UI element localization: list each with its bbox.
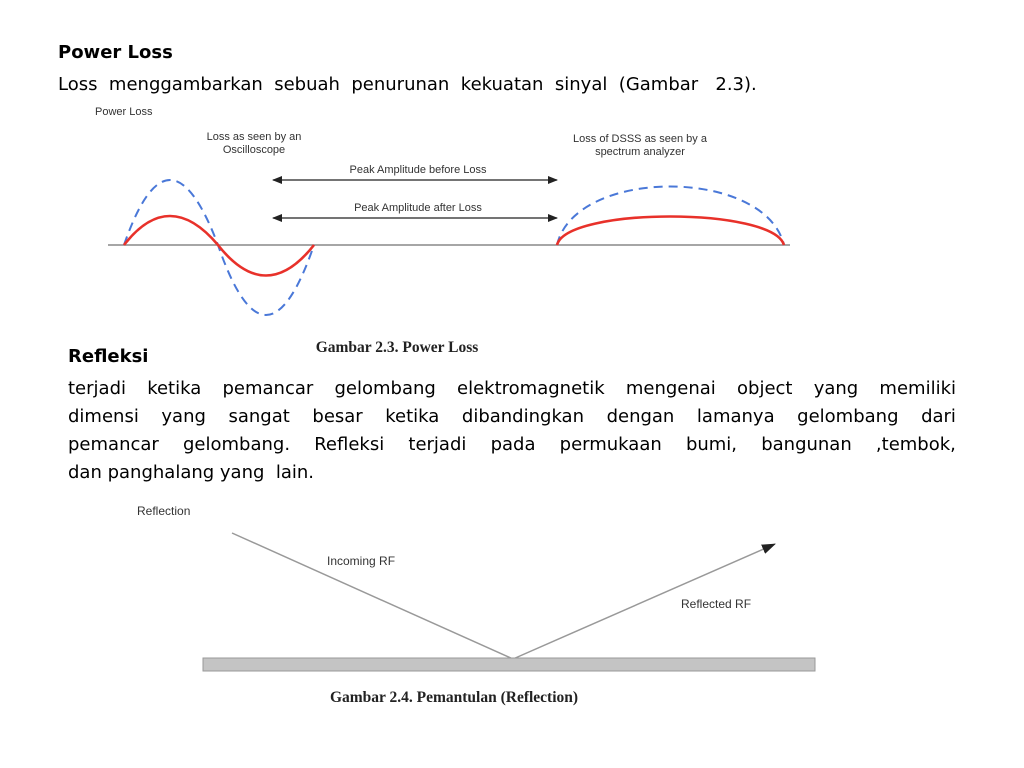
word: terjadi: [408, 434, 467, 455]
figure-corner-label: Power Loss: [95, 106, 153, 118]
word: dari: [921, 406, 956, 427]
word: permukaan: [559, 434, 662, 455]
word: gelombang: [334, 378, 436, 399]
reflected-rf-label: Reflected RF: [681, 597, 752, 611]
paragraph-line-4: dan panghalang yang lain.: [68, 462, 315, 483]
oscilloscope-label-line1: Loss as seen by an: [206, 131, 302, 143]
word: terjadi: [68, 378, 126, 399]
word: gelombang.: [182, 434, 291, 455]
word: Refleksi: [314, 434, 385, 455]
incoming-rf-label: Incoming RF: [327, 554, 396, 568]
word: mengenai: [625, 378, 716, 399]
power-loss-figure: [0, 0, 1024, 360]
word: dengan: [606, 406, 675, 427]
word: memiliki: [879, 378, 956, 399]
peak-before-label: Peak Amplitude before Loss: [349, 164, 487, 176]
word: ketika: [385, 406, 440, 427]
word: pada: [490, 434, 536, 455]
dsss-label-line2: spectrum analyzer: [595, 146, 685, 158]
figure-corner-label-reflection: Reflection: [137, 504, 191, 518]
section-heading-refleksi: Refleksi: [68, 346, 149, 367]
word: pemancar: [222, 378, 314, 399]
word: pemancar: [68, 434, 159, 455]
section-paragraph-refleksi: [68, 375, 956, 487]
peak-after-label: Peak Amplitude after Loss: [354, 202, 482, 214]
word: yang: [161, 406, 206, 427]
figure-caption-power-loss: Gambar 2.3. Power Loss: [315, 339, 479, 356]
paragraph-line-3: [68, 431, 956, 459]
word: dibandingkan: [461, 406, 584, 427]
reflection-figure: [0, 490, 1024, 720]
paragraph-line-1: [68, 375, 956, 403]
word: elektromagnetik: [457, 378, 605, 399]
word: besar: [312, 406, 363, 427]
word: yang: [813, 378, 859, 399]
section-heading-power-loss: Power Loss: [58, 42, 173, 63]
dsss-label-line1: Loss of DSSS as seen by a: [573, 133, 707, 145]
reflecting-surface: [203, 658, 815, 671]
incoming-rf-ray: [232, 533, 513, 659]
word: sangat: [228, 406, 290, 427]
paragraph-line-2: [68, 403, 956, 431]
spectrum-after-loss: [557, 217, 784, 246]
word: bangunan: [761, 434, 852, 455]
figure-caption-reflection: Gambar 2.4. Pemantulan (Reflection): [329, 689, 579, 706]
word: gelombang: [797, 406, 899, 427]
word: lamanya: [696, 406, 775, 427]
oscilloscope-label-line2: Oscilloscope: [222, 144, 286, 156]
word: bumi,: [685, 434, 738, 455]
section-paragraph-power-loss: Loss menggambarkan sebuah penurunan kekuatan sinyal (Gambar 2.3).: [58, 74, 757, 95]
word: ketika: [147, 378, 202, 399]
word: dimensi: [68, 406, 139, 427]
word: object: [737, 378, 793, 399]
word: ,tembok,: [875, 434, 956, 455]
